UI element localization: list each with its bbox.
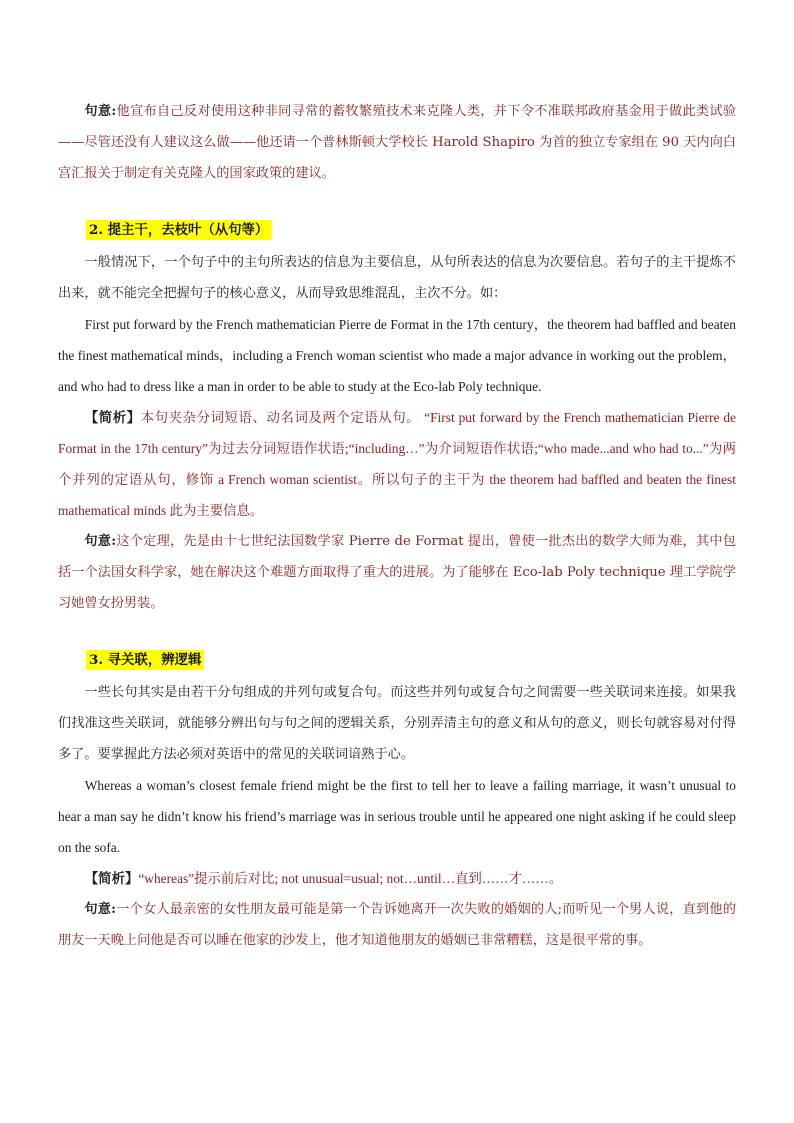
section-3-analysis [58, 863, 736, 894]
section-heading-2: 2. 提主干，去枝叶（从句等） [86, 220, 271, 240]
section-2-example: First put forward by the French mathematician Pierre de Format in the 17th century，the theorem had baffled and beaten the finest mathematical minds，including a French woman scientist who made a major advance in working out the problem，and who had to dress like a man in order to be able to study at the Eco-lab Poly technique. [58, 317, 736, 394]
analysis-label: 【简析】 [84, 871, 139, 886]
meaning-label: 句意: [84, 104, 117, 119]
section-heading-3: 3. 寻关联，辨逻辑 [86, 650, 204, 670]
section-2-meaning [58, 526, 736, 619]
meaning-label: 句意: [84, 534, 117, 549]
analysis-text: “whereas”提示前后对比; not unusual=usual; not…until…直到……才……。 [138, 871, 563, 886]
document-page [58, 96, 736, 956]
sentence-meaning-1 [58, 96, 736, 189]
meaning-text: 他宣布自己反对使用这种非同寻常的蓄牧繁殖技术来克隆人类，并下令不准联邦政府基金用于做此类试验——尽管还没有人建议这么做——他还请一个普林斯顿大学校长 Harold Shapiro 为首的独立专家组在 90 天内向白宫汇报关于制定有关克隆人的国家政策的建议。 [58, 104, 737, 181]
meaning-text: 这个定理，先是由十七世纪法国数学家 Pierre de Format 提出，曾使一批杰出的数学大师为难，其中包括一个法国女科学家，她在解决这个难题方面取得了重大的进展。为了能够在 Eco-lab Poly technique 理工学院学习她曾女扮男装。 [58, 534, 736, 611]
analysis-text: 本句夹杂分词短语、动名词及两个定语从句。 “First put forward by the French mathematician Pierre de Format in the 17th century”为过去分词短语作状语;“including…”为介词短语作状语;“who made...and who had to...”为两个并列的定语从句，修饰 a French woman scientist。所以句子的主干为 the theorem had baffled and beaten the finest mathematical minds 此为主要信息。 [58, 410, 736, 518]
section-3-example: Whereas a woman’s closest female friend might be the first to tell her to leave a failing marriage, it wasn’t unusual to hear a man say he didn’t know his friend’s marriage was in serious trouble until he appeared one night asking if he could sleep on the sofa. [58, 778, 736, 855]
analysis-label: 【简析】 [84, 410, 141, 425]
section-3-meaning [58, 894, 736, 956]
section-3-intro: 一些长句其实是由若干分句组成的并列句或复合句。而这些并列句或复合句之间需要一些关联词来连接。如果我们找准这些关联词，就能够分辨出句与句之间的逻辑关系，分别弄清主句的意义和从句的意义，则长句就容易对付得多了。要掌握此方法必须对英语中的常见的关联词谙熟于心。 [58, 685, 736, 762]
meaning-label: 句意: [84, 902, 117, 917]
section-2-intro: 一般情况下，一个句子中的主句所表达的信息为主要信息，从句所表达的信息为次要信息。若句子的主干提炼不出来，就不能完全把握句子的核心意义，从而导致思维混乱，主次不分。如： [58, 255, 736, 301]
section-2-analysis [58, 402, 736, 526]
meaning-text: 一个女人最亲密的女性朋友最可能是第一个告诉她离开一次失败的婚姻的人;而听见一个男人说，直到他的朋友一天晚上问他是否可以睡在他家的沙发上，他才知道他朋友的婚姻已非常糟糕，这是很平常的事。 [58, 902, 736, 948]
